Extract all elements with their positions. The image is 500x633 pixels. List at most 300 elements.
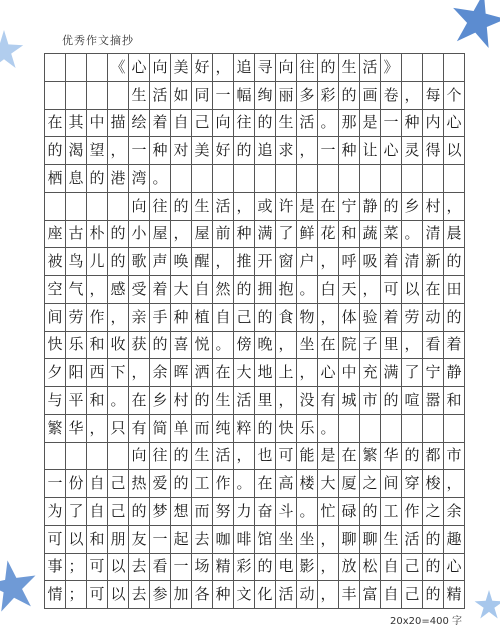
grid-cell: 梭 [423, 470, 444, 498]
grid-cell: 心 [444, 110, 465, 138]
grid-cell: 下 [108, 359, 129, 387]
grid-cell: 和 [339, 221, 360, 249]
grid-cell: 晖 [171, 359, 192, 387]
grid-cell: 活 [297, 110, 318, 138]
grid-cell [423, 165, 444, 193]
grid-cell: ， [297, 137, 318, 165]
grid-cell: 是 [297, 193, 318, 221]
star-decoration-icon [445, 0, 500, 53]
grid-cell: 种 [234, 221, 255, 249]
grid-cell [45, 54, 66, 82]
grid-cell: 。 [318, 110, 339, 138]
grid-cell: 绘 [129, 110, 150, 138]
grid-cell: 种 [339, 137, 360, 165]
grid-cell: 屋 [150, 221, 171, 249]
grid-cell: 的 [45, 137, 66, 165]
grid-cell: 中 [339, 359, 360, 387]
grid-cell: 市 [360, 387, 381, 415]
grid-cell: ， [276, 332, 297, 360]
grid-cell [339, 165, 360, 193]
grid-cell: 着 [381, 304, 402, 332]
star-decoration-icon [0, 556, 42, 616]
grid-cell: ， [108, 304, 129, 332]
grid-cell: 坐 [297, 332, 318, 360]
grid-cell [297, 165, 318, 193]
grid-cell: 喧 [402, 387, 423, 415]
grid-cell [402, 54, 423, 82]
grid-cell: 的 [108, 248, 129, 276]
grid-cell [213, 165, 234, 193]
grid-cell: 繁 [45, 415, 66, 443]
grid-cell: 的 [381, 387, 402, 415]
grid-cell: 宁 [339, 193, 360, 221]
grid-cell [45, 82, 66, 110]
grid-cell: ， [87, 276, 108, 304]
grid-cell: 静 [444, 359, 465, 387]
grid-cell: 在 [318, 332, 339, 360]
grid-cell: 一 [171, 554, 192, 582]
grid-cell: 种 [171, 304, 192, 332]
grid-cell: 作 [402, 498, 423, 526]
grid-cell: 受 [129, 276, 150, 304]
grid-cell [108, 443, 129, 471]
grid-cell [381, 165, 402, 193]
grid-cell: ， [87, 415, 108, 443]
grid-cell: 开 [255, 248, 276, 276]
grid-cell: 或 [255, 193, 276, 221]
grid-cell: 食 [276, 304, 297, 332]
grid-cell: ， [444, 470, 465, 498]
grid-cell: 菜 [381, 221, 402, 249]
grid-cell [171, 165, 192, 193]
grid-cell: 在 [339, 443, 360, 471]
grid-cell: ， [402, 82, 423, 110]
grid-cell [87, 193, 108, 221]
grid-cell: 宁 [423, 359, 444, 387]
grid-cell: 满 [381, 359, 402, 387]
grid-cell: 努 [213, 498, 234, 526]
grid-size-label: 20x20=400 字 [389, 616, 462, 627]
grid-cell: 各 [192, 581, 213, 609]
grid-cell: 聊 [339, 526, 360, 554]
grid-cell: 华 [66, 415, 87, 443]
grid-cell: 活 [213, 193, 234, 221]
grid-cell: 的 [444, 304, 465, 332]
grid-cell: ； [66, 581, 87, 609]
grid-cell [402, 165, 423, 193]
grid-cell: 可 [87, 581, 108, 609]
grid-cell: 化 [255, 581, 276, 609]
grid-cell: 和 [87, 387, 108, 415]
grid-cell: 乐 [297, 415, 318, 443]
grid-cell: 向 [150, 54, 171, 82]
grid-cell: 和 [444, 387, 465, 415]
grid-cell: 单 [171, 415, 192, 443]
grid-cell: 能 [297, 443, 318, 471]
grid-cell: 的 [192, 387, 213, 415]
grid-cell [318, 165, 339, 193]
grid-cell: 活 [213, 443, 234, 471]
grid-cell: 的 [423, 581, 444, 609]
grid-cell: 生 [276, 110, 297, 138]
grid-cell: 自 [381, 581, 402, 609]
grid-cell: 活 [234, 387, 255, 415]
grid-cell: 有 [318, 387, 339, 415]
grid-cell: 的 [129, 498, 150, 526]
grid-cell: 之 [360, 470, 381, 498]
grid-cell: ， [444, 193, 465, 221]
grid-cell: 工 [192, 470, 213, 498]
grid-cell: 大 [234, 359, 255, 387]
grid-cell: 往 [297, 54, 318, 82]
grid-cell: 子 [360, 332, 381, 360]
grid-cell: 的 [339, 82, 360, 110]
grid-cell: 力 [234, 498, 255, 526]
grid-cell: 热 [129, 470, 150, 498]
grid-cell: 村 [423, 193, 444, 221]
grid-cell: 。 [297, 498, 318, 526]
grid-cell: 心 [444, 554, 465, 582]
grid-cell [108, 193, 129, 221]
grid-cell: 窗 [276, 248, 297, 276]
grid-cell: 验 [360, 304, 381, 332]
grid-cell: 以 [66, 526, 87, 554]
grid-cell: 新 [423, 248, 444, 276]
grid-cell: 的 [234, 137, 255, 165]
grid-cell: 只 [108, 415, 129, 443]
grid-cell: 粹 [234, 415, 255, 443]
grid-cell: 许 [276, 193, 297, 221]
grid-cell: ， [234, 193, 255, 221]
grid-cell: 情 [45, 581, 66, 609]
grid-cell: 在 [423, 276, 444, 304]
grid-cell: ， [213, 248, 234, 276]
grid-cell [66, 193, 87, 221]
grid-cell [234, 165, 255, 193]
grid-cell: 自 [87, 498, 108, 526]
grid-cell: 美 [192, 137, 213, 165]
grid-cell: 着 [150, 110, 171, 138]
grid-cell: 。 [402, 221, 423, 249]
grid-cell: 馆 [255, 526, 276, 554]
grid-cell: 收 [108, 332, 129, 360]
grid-cell: 种 [213, 581, 234, 609]
grid-cell: 天 [339, 276, 360, 304]
grid-cell: 的 [318, 54, 339, 82]
grid-cell [108, 82, 129, 110]
grid-cell: 唤 [171, 248, 192, 276]
grid-cell: 的 [234, 276, 255, 304]
grid-cell: 心 [318, 359, 339, 387]
paper-header-title: 优秀作文摘抄 [62, 34, 134, 47]
grid-cell: 蔬 [360, 221, 381, 249]
grid-cell: 事 [45, 554, 66, 582]
grid-cell [444, 415, 465, 443]
grid-cell: 之 [423, 498, 444, 526]
grid-cell: 坐 [276, 526, 297, 554]
grid-cell: 自 [381, 554, 402, 582]
grid-cell: 吸 [360, 248, 381, 276]
grid-cell: 内 [423, 110, 444, 138]
grid-cell: 的 [255, 415, 276, 443]
grid-cell: 市 [444, 443, 465, 471]
grid-cell: 。 [213, 332, 234, 360]
grid-cell [402, 415, 423, 443]
grid-cell: 动 [297, 581, 318, 609]
grid-cell: 可 [381, 276, 402, 304]
grid-cell: 看 [150, 554, 171, 582]
grid-cell [423, 54, 444, 82]
grid-cell: 为 [45, 498, 66, 526]
grid-cell: 里 [255, 387, 276, 415]
grid-cell: 空 [45, 276, 66, 304]
grid-cell: 的 [255, 554, 276, 582]
grid-cell: 灵 [402, 137, 423, 165]
grid-cell: 己 [402, 554, 423, 582]
grid-cell: 的 [255, 304, 276, 332]
grid-cell: 寻 [255, 54, 276, 82]
grid-cell: 间 [381, 470, 402, 498]
grid-cell: 院 [339, 332, 360, 360]
grid-cell: 儿 [87, 248, 108, 276]
grid-cell: ， [129, 359, 150, 387]
grid-cell: 精 [444, 581, 465, 609]
grid-cell: 《 [108, 54, 129, 82]
grid-cell: 洒 [192, 359, 213, 387]
grid-cell: 栖 [45, 165, 66, 193]
grid-cell: 一 [213, 82, 234, 110]
grid-cell: 电 [276, 554, 297, 582]
grid-cell: 文 [234, 581, 255, 609]
grid-cell: 起 [171, 526, 192, 554]
grid-cell [45, 193, 66, 221]
grid-cell: ， [234, 443, 255, 471]
grid-cell: 生 [213, 387, 234, 415]
grid-cell: 呼 [339, 248, 360, 276]
grid-cell: 体 [339, 304, 360, 332]
grid-cell: ， [276, 387, 297, 415]
grid-cell: 在 [318, 193, 339, 221]
grid-cell: 可 [87, 554, 108, 582]
grid-cell: ， [402, 332, 423, 360]
grid-cell: 抱 [276, 276, 297, 304]
grid-cell: 斗 [276, 498, 297, 526]
grid-cell: 多 [297, 82, 318, 110]
grid-cell: 清 [402, 248, 423, 276]
grid-cell: 追 [255, 137, 276, 165]
grid-cell: 的 [402, 443, 423, 471]
grid-cell: 己 [108, 470, 129, 498]
grid-cell: 拥 [255, 276, 276, 304]
grid-cell: 白 [318, 276, 339, 304]
grid-cell: 活 [276, 581, 297, 609]
grid-cell: 繁 [360, 443, 381, 471]
grid-cell: 同 [192, 82, 213, 110]
grid-cell: 的 [171, 470, 192, 498]
grid-cell: 地 [255, 359, 276, 387]
grid-cell [276, 165, 297, 193]
grid-cell: 放 [339, 554, 360, 582]
grid-cell: 往 [150, 193, 171, 221]
grid-cell: 看 [423, 332, 444, 360]
grid-cell: 都 [423, 443, 444, 471]
grid-cell: 富 [360, 581, 381, 609]
grid-cell: 心 [129, 54, 150, 82]
grid-cell: 高 [276, 470, 297, 498]
grid-cell: 平 [66, 387, 87, 415]
grid-cell: 而 [192, 498, 213, 526]
grid-cell [444, 165, 465, 193]
grid-cell: 西 [87, 359, 108, 387]
grid-cell: 亲 [129, 304, 150, 332]
grid-cell: ， [318, 526, 339, 554]
grid-cell: 在 [45, 110, 66, 138]
grid-cell: 好 [213, 137, 234, 165]
grid-cell: 生 [381, 526, 402, 554]
grid-cell: 前 [213, 221, 234, 249]
grid-cell: 在 [255, 470, 276, 498]
grid-cell: 静 [360, 193, 381, 221]
grid-cell: 绚 [255, 82, 276, 110]
grid-cell: 趣 [444, 526, 465, 554]
grid-cell: 梦 [150, 498, 171, 526]
grid-cell: 忙 [318, 498, 339, 526]
grid-cell: 友 [129, 526, 150, 554]
grid-cell: 份 [66, 470, 87, 498]
grid-cell: 的 [171, 443, 192, 471]
grid-cell: 醒 [192, 248, 213, 276]
grid-cell: ， [318, 581, 339, 609]
grid-cell: 物 [297, 304, 318, 332]
grid-cell: 悦 [192, 332, 213, 360]
grid-cell [87, 54, 108, 82]
grid-cell: 那 [339, 110, 360, 138]
grid-cell: ， [360, 276, 381, 304]
grid-cell: 丰 [339, 581, 360, 609]
grid-cell: 然 [213, 276, 234, 304]
grid-cell: 晚 [255, 332, 276, 360]
grid-cell: ， [297, 359, 318, 387]
grid-cell: 屋 [192, 221, 213, 249]
grid-cell [66, 82, 87, 110]
grid-cell: 快 [276, 415, 297, 443]
grid-cell: 一 [381, 110, 402, 138]
grid-cell [255, 165, 276, 193]
grid-cell: 厦 [339, 470, 360, 498]
grid-cell: 。 [318, 415, 339, 443]
grid-cell: 的 [255, 110, 276, 138]
grid-cell: 场 [192, 554, 213, 582]
grid-cell: 田 [444, 276, 465, 304]
grid-cell: 劳 [66, 304, 87, 332]
grid-cell: 和 [87, 526, 108, 554]
grid-cell: 彩 [234, 554, 255, 582]
grid-cell: 描 [108, 110, 129, 138]
grid-cell [192, 165, 213, 193]
grid-cell: 嚣 [423, 387, 444, 415]
manuscript-grid [44, 53, 465, 609]
grid-cell [339, 415, 360, 443]
grid-cell: 满 [255, 221, 276, 249]
grid-cell: 的 [87, 165, 108, 193]
grid-cell: 小 [129, 221, 150, 249]
grid-cell: 望 [87, 137, 108, 165]
grid-cell: 推 [234, 248, 255, 276]
grid-cell: ， [213, 54, 234, 82]
grid-cell: 可 [45, 526, 66, 554]
grid-cell: 乡 [402, 193, 423, 221]
grid-cell: 的 [381, 193, 402, 221]
grid-cell: 种 [150, 137, 171, 165]
grid-cell: 的 [444, 248, 465, 276]
grid-cell: 在 [129, 387, 150, 415]
grid-cell: 了 [66, 498, 87, 526]
grid-cell: 自 [192, 276, 213, 304]
grid-cell: 往 [150, 443, 171, 471]
grid-cell: 自 [87, 470, 108, 498]
grid-cell: 获 [129, 332, 150, 360]
grid-cell: 气 [66, 276, 87, 304]
grid-cell [87, 82, 108, 110]
grid-cell: 向 [129, 443, 150, 471]
grid-cell: 作 [87, 304, 108, 332]
grid-cell: 》 [381, 54, 402, 82]
grid-cell: 彩 [318, 82, 339, 110]
grid-cell [360, 165, 381, 193]
grid-cell: 晨 [444, 221, 465, 249]
grid-cell: 活 [150, 82, 171, 110]
grid-cell: 村 [171, 387, 192, 415]
grid-cell: 生 [339, 54, 360, 82]
grid-cell: 心 [381, 137, 402, 165]
grid-cell: 。 [108, 387, 129, 415]
grid-cell: 湾 [129, 165, 150, 193]
grid-cell: 精 [213, 554, 234, 582]
grid-cell: 追 [234, 54, 255, 82]
grid-cell: 爱 [150, 470, 171, 498]
grid-cell: 其 [66, 110, 87, 138]
grid-cell: 幅 [234, 82, 255, 110]
grid-cell: 的 [423, 526, 444, 554]
grid-cell: 活 [402, 526, 423, 554]
grid-cell: 的 [150, 332, 171, 360]
grid-cell: 聊 [360, 526, 381, 554]
grid-cell [381, 415, 402, 443]
grid-cell: 余 [150, 359, 171, 387]
grid-cell: 。 [150, 165, 171, 193]
grid-cell: 声 [150, 248, 171, 276]
grid-cell: 大 [318, 470, 339, 498]
grid-cell: 喜 [171, 332, 192, 360]
grid-cell: 的 [171, 193, 192, 221]
star-decoration-icon [0, 30, 24, 70]
grid-cell: 是 [318, 443, 339, 471]
grid-cell: 楼 [297, 470, 318, 498]
grid-cell: 鸟 [66, 248, 87, 276]
grid-cell: 充 [360, 359, 381, 387]
grid-cell: 碌 [339, 498, 360, 526]
grid-cell: 纯 [213, 415, 234, 443]
grid-cell: ， [318, 248, 339, 276]
grid-cell: 种 [402, 110, 423, 138]
grid-cell [360, 415, 381, 443]
grid-cell: 以 [444, 137, 465, 165]
grid-cell: 座 [45, 221, 66, 249]
grid-cell: 。 [234, 470, 255, 498]
grid-cell: 简 [150, 415, 171, 443]
grid-cell: ； [66, 554, 87, 582]
grid-cell: 每 [423, 82, 444, 110]
